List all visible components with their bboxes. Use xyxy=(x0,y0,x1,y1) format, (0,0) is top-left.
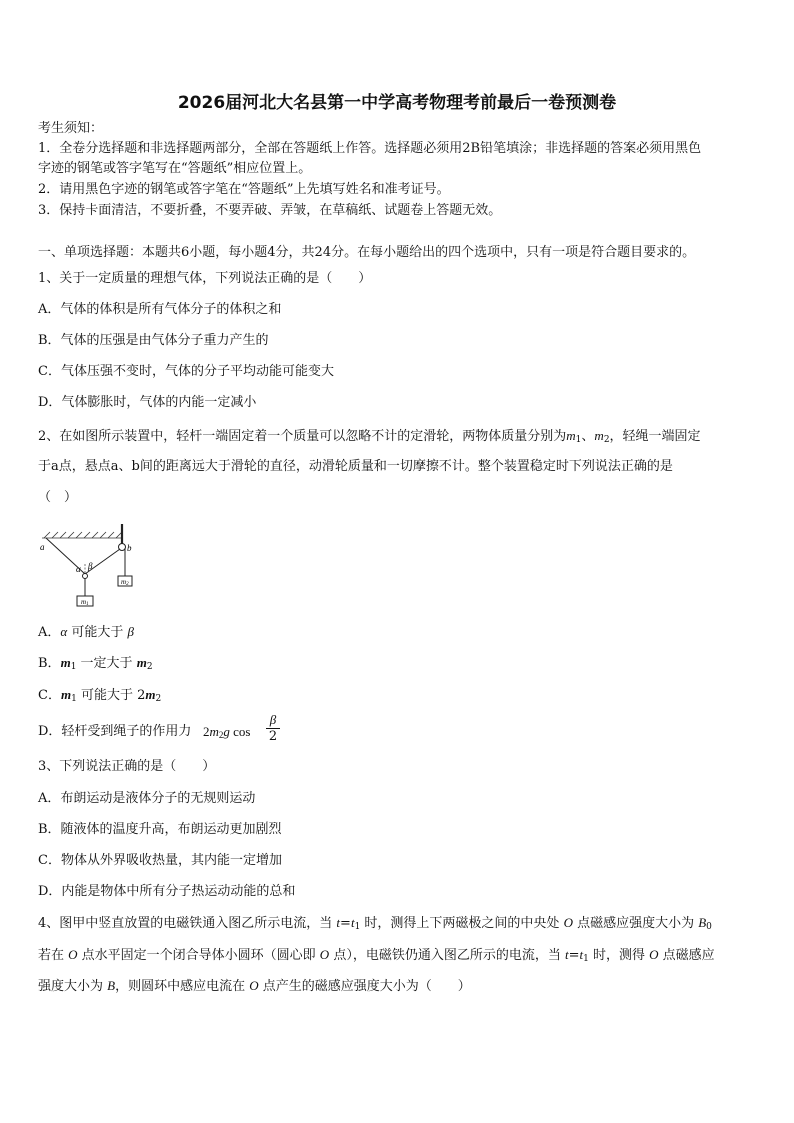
force-formula: $2m_2g$ cos xyxy=(203,724,251,740)
question-3-option-a: A．布朗运动是液体分子的无规则运动 xyxy=(38,791,256,806)
question-3-option-b: B．随液体的温度升高，布朗运动更加剧烈 xyxy=(38,822,282,837)
label-m1: m1 xyxy=(81,598,89,607)
question-2-stem-line-1: 2、在如图所示装置中，轻杆一端固定着一个质量可以忽略不计的定滑轮，两物体质量分别为$m_1$、$m_2$，轻绳一端固定 xyxy=(38,428,701,445)
question-1-option-b: B．气体的压强是由气体分子重力产生的 xyxy=(38,333,269,348)
question-2-stem-line-3: （ ） xyxy=(38,490,78,505)
notice-item: 2．请用黑色字迹的钢笔或答字笔在“答题纸”上先填写姓名和准考证号。 xyxy=(38,182,450,197)
label-a: a xyxy=(40,542,45,552)
question-2-option-b: B．$m_1$ 一定大于 $m_2$ xyxy=(38,655,153,672)
question-4-line-2: 若在 O 点水平固定一个闭合导体小圆环（圆心即 O 点），电磁铁仍通入图乙所示的电流，当 $t=t_1$ 时，测得 O 点磁感应 xyxy=(38,947,715,964)
label-b: b xyxy=(127,543,132,553)
question-1-option-d: D．气体膨胀时，气体的内能一定减小 xyxy=(38,395,257,410)
question-4-line-3: 强度大小为 B，则圆环中感应电流在 O 点产生的磁感应强度大小为（ ） xyxy=(38,978,471,994)
section-heading: 一、单项选择题：本题共6小题，每小题4分，共24分。在每小题给出的四个选项中，只有一项是符合题目要求的。 xyxy=(38,245,696,260)
question-2-option-d: D．轻杆受到绳子的作用力 $2m_2g$ cos β 2 xyxy=(38,712,758,752)
moving-pulley xyxy=(83,574,88,579)
notice-heading: 考生须知： xyxy=(38,121,104,136)
question-3-stem: 3、下列说法正确的是（ ） xyxy=(38,759,216,774)
notice-item: 1．全卷分选择题和非选择题两部分，全部在答题纸上作答。选择题必须用2B铅笔填涂；非选择题的答案必须用黑色 xyxy=(38,141,702,156)
question-2-option-c: C．$m_1$ 可能大于 $2m_2$ xyxy=(38,687,162,704)
notice-item: 3．保持卡面清洁，不要折叠，不要弄破、弄皱，在草稿纸、试题卷上答题无效。 xyxy=(38,203,502,218)
label-beta: β xyxy=(88,561,93,571)
pulley-diagram xyxy=(38,520,148,610)
question-2-option-a: A．α 可能大于 β xyxy=(38,624,134,640)
question-3-option-d: D．内能是物体中所有分子热运动动能的总和 xyxy=(38,884,296,899)
fraction: β 2 xyxy=(266,712,280,745)
ceiling-hatch xyxy=(42,532,122,538)
question-1-option-c: C．气体压强不变时，气体的分子平均动能可能变大 xyxy=(38,364,334,379)
question-3-option-c: C．物体从外界吸收热量，其内能一定增加 xyxy=(38,853,282,868)
question-4-line-1: 4、图甲中竖直放置的电磁铁通入图乙所示电流，当 $t=t_1$ 时，测得上下两磁极之间的中央处 O 点磁感应强度大小为 $B_0$ xyxy=(38,915,712,932)
question-2-stem-line-2: 于a点，悬点a、b间的距离远大于滑轮的直径，动滑轮质量和一切摩擦不计。整个装置稳定时下列说法正确的是 xyxy=(38,459,673,474)
question-1-stem: 1、关于一定质量的理想气体，下列说法正确的是（ ） xyxy=(38,271,372,286)
question-1-option-a: A．气体的体积是所有气体分子的体积之和 xyxy=(38,302,282,317)
notice-item: 字迹的钢笔或答字笔写在“答题纸”相应位置上。 xyxy=(38,161,312,176)
label-m2: m2 xyxy=(121,578,129,587)
page-title: 2026届河北大名县第一中学高考物理考前最后一卷预测卷 xyxy=(177,93,617,113)
label-alpha: α xyxy=(76,564,81,574)
